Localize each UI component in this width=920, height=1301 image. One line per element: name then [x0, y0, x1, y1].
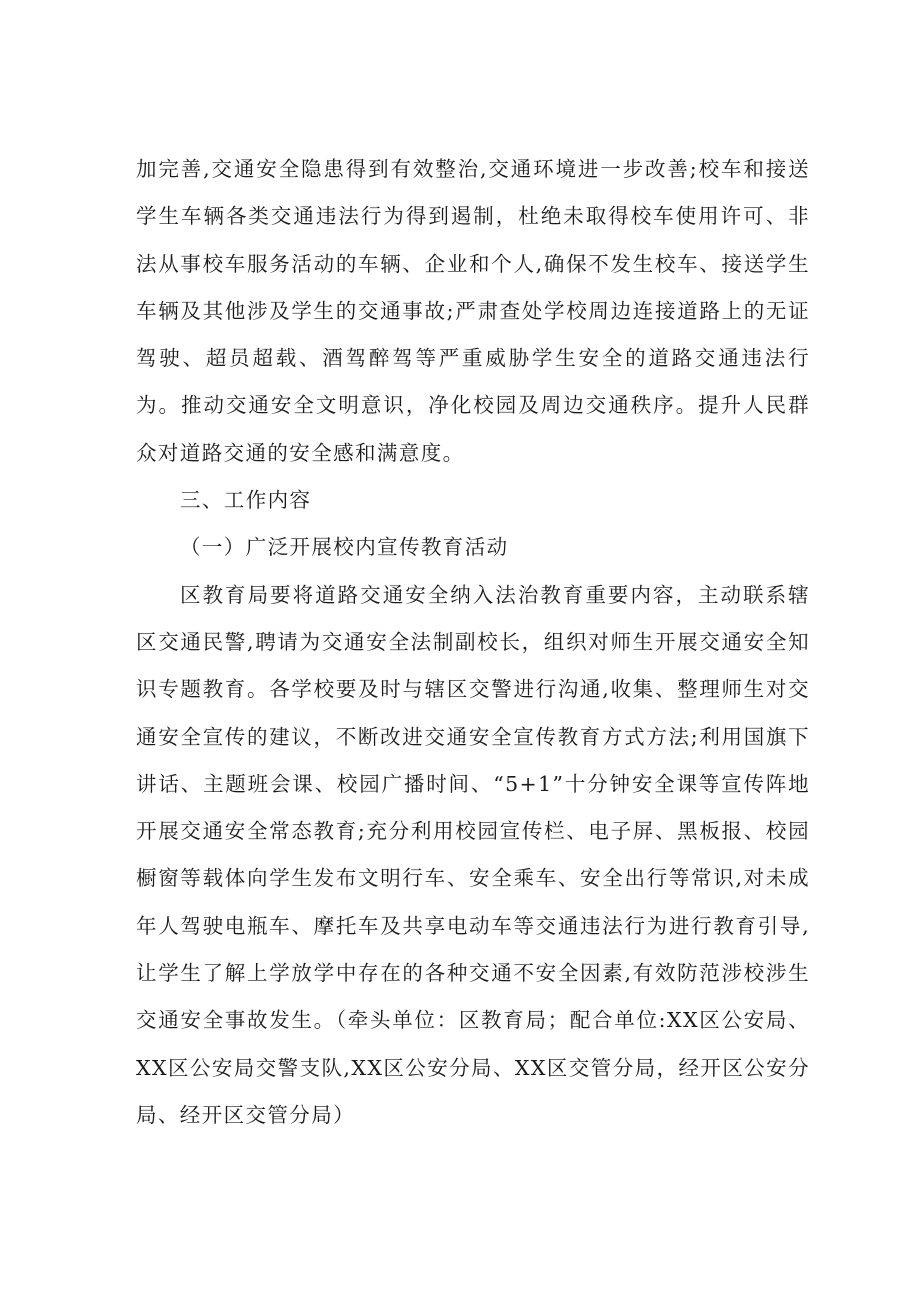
body-paragraph-2: 区教育局要将道路交通安全纳入法治教育重要内容，主动联系辖区交通民警,聘请为交通安全法制副校长，组织对师生开展交通安全知识专题教育。各学校要及时与辖区交警进行沟通,收集、整理师生对交通安全宣传的建议，不断改进交通安全宣传教育方式方法;利用国旗下讲话、主题班会课、校园广播时间、“5+1”十分钟安全课等宣传阵地开展交通安全常态教育;充分利用校园宣传栏、电子屏、黑板报、校园橱窗等载体向学生发布文明行车、安全乘车、安全出行等常识,对未成年人驾驶电瓶车、摩托车及共享电动车等交通违法行为进行教育引导,让学生了解上学放学中存在的各种交通不安全因素,有效防范涉校涉生交通安全事故发生。（牵头单位：区教育局；配合单位:XX区公安局、XX区公安局交警支队,XX区公安分局、XX区交管分局，经开区公安分局、经开区交管分局） [136, 582, 810, 1127]
subsection-heading: （一）广泛开展校内宣传教育活动 [180, 535, 509, 560]
body-paragraph-1: 加完善,交通安全隐患得到有效整治,交通环境进一步改善;校车和接送学生车辆各类交通违法行为得到遏制，杜绝未取得校车使用许可、非法从事校车服务活动的车辆、企业和个人,确保不发生校车、接送学生车辆及其他涉及学生的交通事故;严肃查处学校周边连接道路上的无证驾驶、超员超载、酒驾醉驾等严重威胁学生安全的道路交通违法行为。推动交通安全文明意识，净化校园及周边交通秩序。提升人民群众对道路交通的安全感和满意度。 [136, 157, 810, 465]
section-heading: 三、工作内容 [180, 488, 312, 513]
